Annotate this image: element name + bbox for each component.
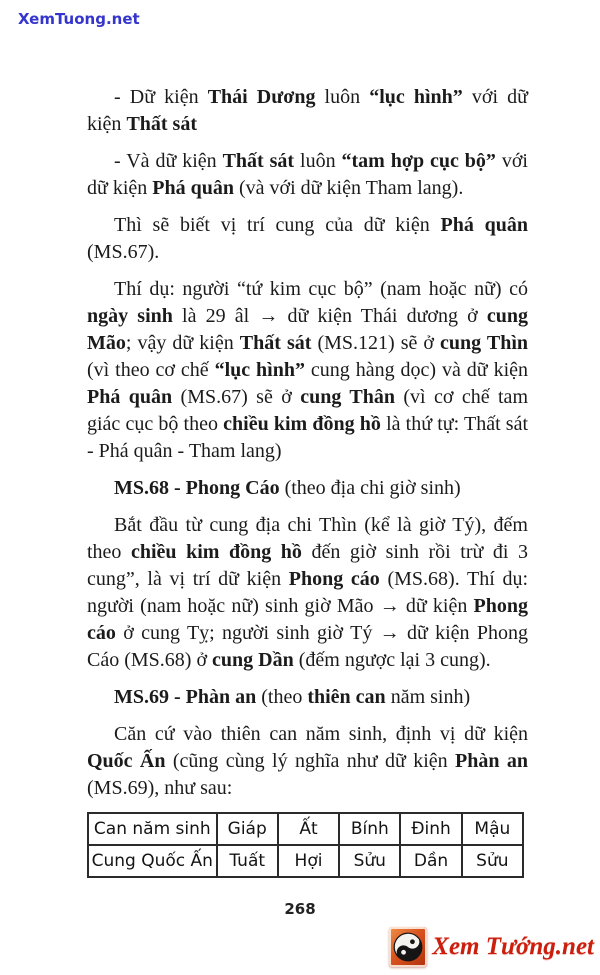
paragraph: - Và dữ kiện Thất sát luôn “tam hợp cục bộ” với dữ kiện Phá quân (và với dữ kiện Tham lang).: [87, 150, 528, 199]
page-content: [87, 84, 528, 878]
paragraph: Thì sẽ biết vị trí cung của dữ kiện Phá quân (MS.67).: [87, 214, 528, 263]
footer-logo: [389, 927, 594, 967]
watermark-text: XemTuong.net: [18, 10, 140, 28]
paragraph: Căn cứ vào thiên can năm sinh, định vị dữ kiện Quốc Ấn (cũng cùng lý nghĩa như dữ kiện Phàn an (MS.69), như sau:: [87, 723, 528, 799]
section-heading: MS.68 - Phong Cáo (theo địa chi giờ sinh): [114, 477, 461, 499]
section-heading: MS.69 - Phàn an (theo thiên can năm sinh): [114, 686, 471, 708]
table-cell: Dần: [400, 845, 461, 877]
table-cell: Sửu: [339, 845, 400, 877]
table-cell: Bính: [339, 813, 400, 845]
table-cell: Cung Quốc Ấn: [88, 845, 217, 877]
footer-logo-text: Xem Tướng.net: [432, 933, 594, 960]
quoc-an-lookup-table: [87, 812, 524, 878]
table-cell: Ất: [278, 813, 339, 845]
yin-yang-icon: [389, 927, 427, 967]
table-cell: Đinh: [400, 813, 461, 845]
table-cell: Tuất: [217, 845, 278, 877]
table-cell: Can năm sinh: [88, 813, 217, 845]
table-cell: Giáp: [217, 813, 278, 845]
table-cell: Hợi: [278, 845, 339, 877]
table-row: [88, 813, 523, 845]
paragraph: Thí dụ: người “tứ kim cục bộ” (nam hoặc nữ) có ngày sinh là 29 âl → dữ kiện Thái dương ở cung Mão; vậy dữ kiện Thất sát (MS.121) sẽ ở cung Thìn (vì theo cơ chế “lục hình” cung hàng dọc) và dữ kiện Phá quân (MS.67) sẽ ở cung Thân (vì cơ chế tam giác cục bộ theo chiều kim đồng hồ là thứ tự: Thất sát - Phá quân - Tham lang): [87, 278, 529, 462]
paragraph: - Dữ kiện Thái Dương luôn “lục hình” với dữ kiện Thất sát: [87, 86, 528, 135]
paragraph: Bắt đầu từ cung địa chi Thìn (kể là giờ Tý), đếm theo chiều kim đồng hồ đến giờ sinh rồi trừ đi 3 cung”, là vị trí dữ kiện Phong cáo (MS.68). Thí dụ: người (nam hoặc nữ) sinh giờ Mão → dữ kiện Phong cáo ở cung Tỵ; người sinh giờ Tý → dữ kiện Phong Cáo (MS.68) ở cung Dần (đếm ngược lại 3 cung).: [87, 514, 529, 671]
table-cell: Mậu: [462, 813, 523, 845]
page-number: 268: [284, 900, 316, 918]
table-cell: Sửu: [462, 845, 523, 877]
table-row: [88, 845, 523, 877]
